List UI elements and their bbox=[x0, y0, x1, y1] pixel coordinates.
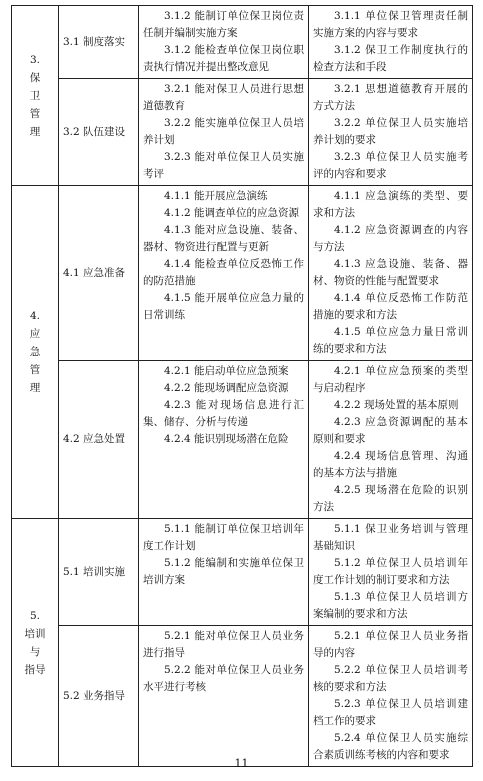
function-label-part: 管 bbox=[29, 364, 41, 376]
skills-requirement-table bbox=[11, 5, 473, 767]
skill-item: 4.1.2 能调查单位的应急资源 bbox=[164, 207, 300, 219]
knowledge-requirements-cell bbox=[309, 519, 473, 626]
knowledge-requirements-cell bbox=[309, 6, 473, 79]
work-unit-cell: 4.1 应急准备 bbox=[59, 186, 139, 361]
skill-requirements-cell bbox=[139, 186, 309, 361]
knowledge-item: 3.1.2 保卫工作制度执行的检查方法和手段 bbox=[313, 44, 468, 73]
knowledge-item: 3.2.1 思想道德教育开展的方式方法 bbox=[313, 83, 468, 112]
skill-item: 4.2.2 能现场调配应急资源 bbox=[164, 382, 289, 394]
table-row bbox=[12, 79, 473, 186]
skill-item: 4.1.1 能开展应急演练 bbox=[164, 190, 268, 202]
work-unit-cell: 5.2 业务指导 bbox=[59, 626, 139, 767]
skill-item: 5.2.2 能对单位保卫人员业务水平进行考核 bbox=[143, 664, 304, 693]
knowledge-item: 4.1.2 应急资源调查的内容与方法 bbox=[313, 224, 468, 253]
table-row bbox=[12, 519, 473, 626]
function-label-part: 3. bbox=[29, 53, 41, 66]
knowledge-item: 5.2.4 单位保卫人员实施综合素质训练考核的内容和要求 bbox=[313, 732, 468, 761]
knowledge-item: 4.1.3 应急设施、装备、器材、物资的性能与配置要求 bbox=[313, 258, 468, 287]
skill-item: 5.2.1 能对单位保卫人员业务进行指导 bbox=[143, 630, 304, 659]
skill-requirements-cell bbox=[139, 519, 309, 626]
knowledge-item: 4.1.4 单位反恐怖工作防范措施的要求和方法 bbox=[313, 292, 468, 321]
knowledge-item: 4.2.4 现场信息管理、沟通的基本方法与措施 bbox=[313, 450, 468, 479]
function-label-part: 培训 bbox=[24, 627, 46, 640]
knowledge-item: 3.2.3 单位保卫人员实施考评的内容和要求 bbox=[313, 151, 468, 180]
function-label-part: 急 bbox=[29, 346, 41, 358]
skill-item: 4.1.3 能对应急设施、装备、器材、物资进行配置与更新 bbox=[143, 224, 304, 253]
skill-item: 3.1.2 能制订单位保卫岗位责任制并编制实施方案 bbox=[143, 10, 304, 39]
knowledge-item: 3.1.1 单位保卫管理责任制实施方案的内容与要求 bbox=[313, 10, 468, 39]
work-unit-cell: 5.1 培训实施 bbox=[59, 519, 139, 626]
table-row bbox=[12, 626, 473, 767]
knowledge-requirements-cell bbox=[309, 186, 473, 361]
work-unit-cell: 3.2 队伍建设 bbox=[59, 79, 139, 186]
knowledge-item: 5.2.2 单位保卫人员培训考核的要求和方法 bbox=[313, 664, 468, 693]
skill-item: 4.2.3 能对现场信息进行汇集、储存、分析与传递 bbox=[143, 399, 304, 428]
knowledge-requirements-cell bbox=[309, 626, 473, 767]
table-row bbox=[12, 6, 473, 79]
skill-requirements-cell bbox=[139, 361, 309, 519]
skill-requirements-cell bbox=[139, 79, 309, 186]
function-label-part: 理 bbox=[29, 125, 41, 138]
table-row bbox=[12, 361, 473, 519]
knowledge-item: 4.2.5 现场潜在危险的识别方法 bbox=[313, 484, 468, 513]
knowledge-item: 4.1.5 单位应急力量日常训练的要求和方法 bbox=[313, 326, 468, 355]
skill-item: 3.2.2 能实施单位保卫人员培养计划 bbox=[143, 117, 304, 146]
function-label-part: 5. bbox=[29, 609, 41, 622]
skill-requirements-cell bbox=[139, 626, 309, 767]
function-label-part: 应 bbox=[29, 328, 41, 340]
knowledge-item: 5.1.2 单位保卫人员培训年度工作计划的制订要求和方法 bbox=[313, 557, 468, 586]
work-unit-cell: 4.2 应急处置 bbox=[59, 361, 139, 519]
table-row bbox=[12, 186, 473, 361]
function-cell bbox=[12, 6, 59, 186]
skill-item: 3.2.3 能对单位保卫人员实施考评 bbox=[143, 151, 304, 180]
skill-item: 4.1.4 能检查单位反恐怖工作的防范措施 bbox=[143, 258, 304, 287]
skill-item: 5.1.2 能编制和实施单位保卫培训方案 bbox=[143, 557, 304, 586]
function-label-part: 管 bbox=[29, 107, 41, 120]
skill-item: 5.1.1 能制订单位保卫培训年度工作计划 bbox=[143, 523, 304, 552]
work-unit-cell: 3.1 制度落实 bbox=[59, 6, 139, 79]
function-label-part: 4. bbox=[29, 310, 41, 322]
skill-requirements-cell bbox=[139, 6, 309, 79]
function-cell bbox=[12, 186, 59, 519]
knowledge-item: 4.2.3 应急资源调配的基本原则和要求 bbox=[313, 416, 468, 445]
knowledge-item: 5.1.1 保卫业务培训与管理基础知识 bbox=[313, 523, 468, 552]
knowledge-item: 5.1.3 单位保卫人员培训方案编制的要求和方法 bbox=[313, 591, 468, 620]
knowledge-item: 4.1.1 应急演练的类型、要求和方法 bbox=[313, 190, 468, 219]
knowledge-item: 4.2.2 现场处置的基本原则 bbox=[334, 399, 459, 411]
skill-item: 3.2.1 能对保卫人员进行思想道德教育 bbox=[143, 83, 304, 112]
knowledge-requirements-cell bbox=[309, 79, 473, 186]
knowledge-item: 5.2.3 单位保卫人员培训建档工作的要求 bbox=[313, 698, 468, 727]
knowledge-item: 4.2.1 单位应急预案的类型与启动程序 bbox=[313, 365, 468, 394]
function-label-part: 理 bbox=[29, 382, 41, 394]
function-label-part: 保 bbox=[29, 71, 41, 84]
skill-item: 3.1.2 能检查单位保卫岗位职责执行情况并提出整改意见 bbox=[143, 44, 304, 73]
skill-item: 4.2.1 能启动单位应急预案 bbox=[164, 365, 289, 377]
knowledge-requirements-cell bbox=[309, 361, 473, 519]
skill-item: 4.1.5 能开展单位应急力量的日常训练 bbox=[143, 292, 304, 321]
function-label-part: 卫 bbox=[29, 89, 41, 102]
skill-item: 4.2.4 能识别现场潜在危险 bbox=[164, 433, 289, 445]
table-body bbox=[12, 6, 473, 767]
function-label-part: 指导 bbox=[24, 663, 46, 676]
function-label-part: 与 bbox=[29, 645, 41, 658]
knowledge-item: 3.2.2 单位保卫人员实施培养计划的要求 bbox=[313, 117, 468, 146]
page-number: 11 bbox=[234, 757, 249, 770]
function-cell bbox=[12, 519, 59, 767]
knowledge-item: 5.2.1 单位保卫人员业务指导的内容 bbox=[313, 630, 468, 659]
